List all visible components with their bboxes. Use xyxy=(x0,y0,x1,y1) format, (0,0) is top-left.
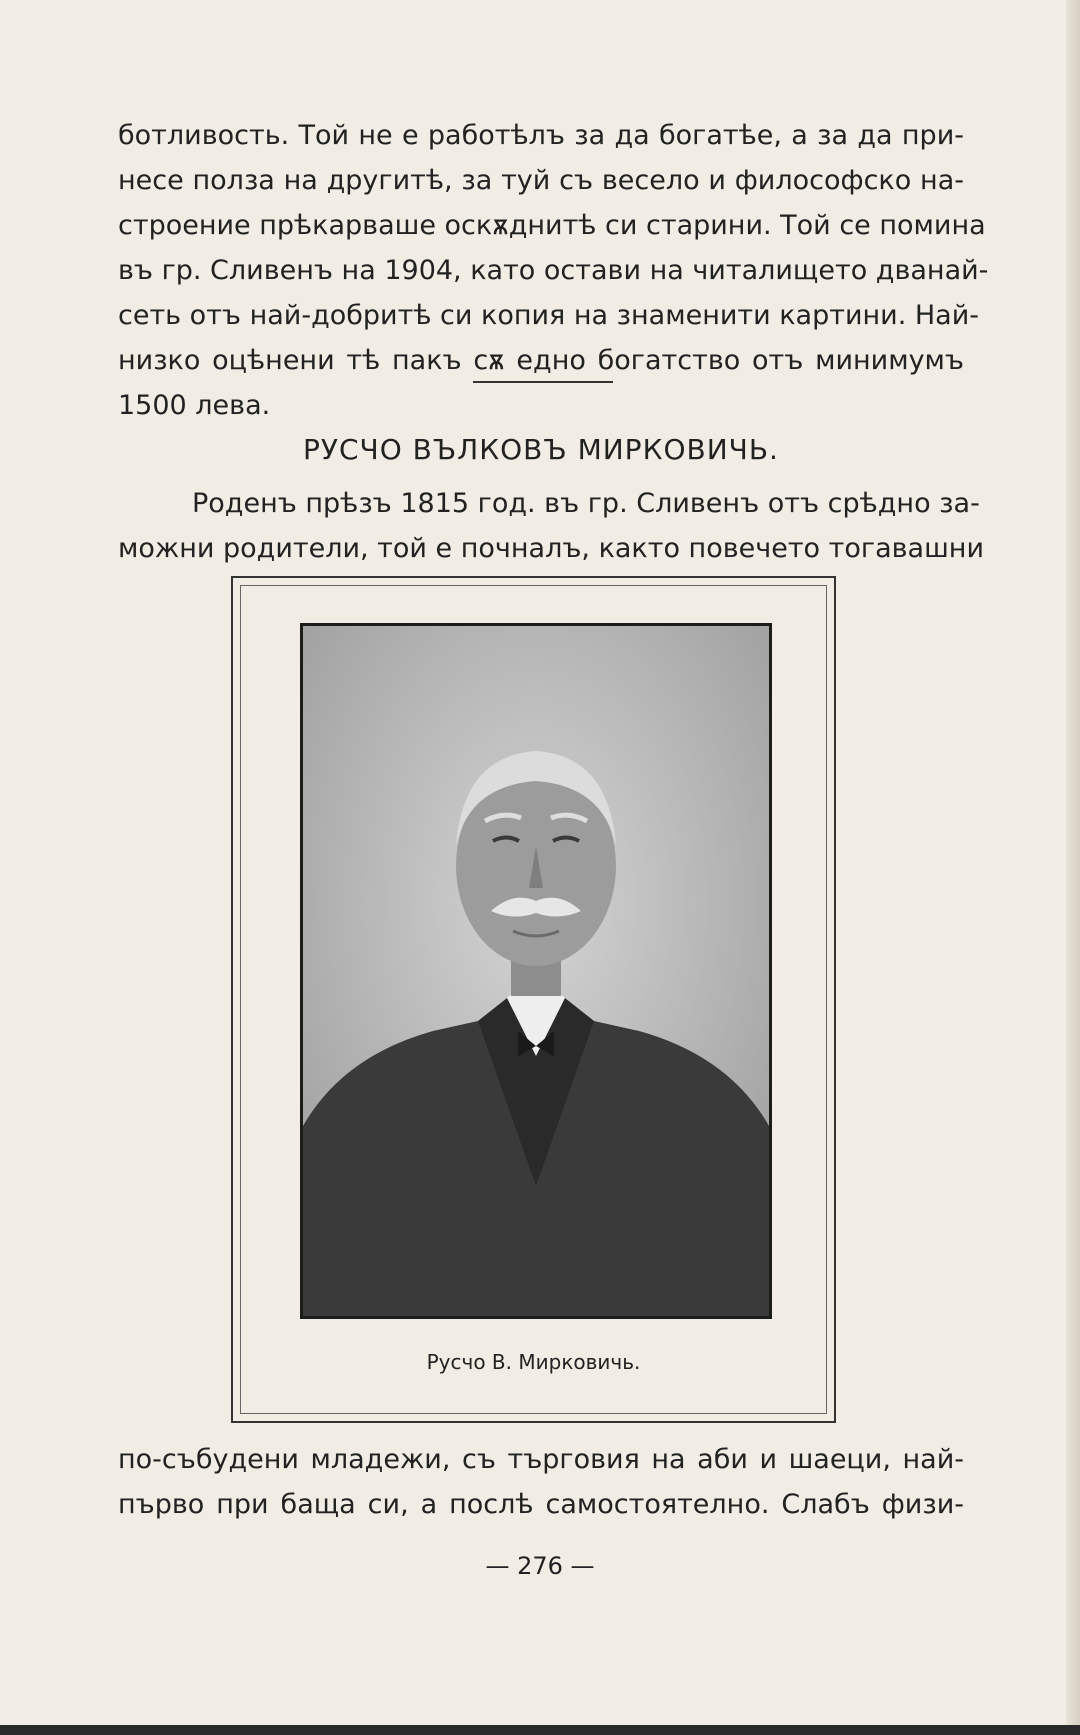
portrait-photo xyxy=(300,623,772,1319)
text-line: можни родители, той е почналъ, както повечето тогавашни xyxy=(118,533,984,564)
section-divider xyxy=(473,381,613,383)
text-line: първо при баща си, а послѣ самостоятелно. Слабъ физи- xyxy=(118,1489,964,1520)
text-line: Роденъ прѣзъ 1815 год. въ гр. Сливенъ отъ срѣдно за- xyxy=(192,488,980,519)
text-line: ботливость. Той не е работѣлъ за да богатѣе, а за да при- xyxy=(118,120,964,151)
photo-plate xyxy=(231,576,836,1423)
text-line: въ гр. Сливенъ на 1904, като остави на читалището дванай- xyxy=(118,255,989,286)
text-line: несе полза на другитѣ, за туй съ весело и философско на- xyxy=(118,165,964,196)
photo-caption: Русчо В. Мирковичь. xyxy=(426,1350,641,1374)
paragraph-2 xyxy=(118,481,984,571)
page-edge xyxy=(1066,0,1080,1735)
text-line: 1500 лева. xyxy=(118,390,271,421)
text-line: строение прѣкарваше оскѫднитѣ си старини. Той се помина xyxy=(118,210,986,241)
scan-bottom-edge xyxy=(0,1725,1080,1735)
text-line: низко оцѣнени тѣ пакъ сѫ едно богатство отъ минимумъ xyxy=(118,345,964,376)
portrait-illustration xyxy=(303,626,769,1316)
text-line: по-събудени младежи, съ търговия на аби и шаеци, най- xyxy=(118,1444,964,1475)
page-number: — 276 — xyxy=(485,1552,595,1580)
paragraph-3 xyxy=(118,1437,964,1527)
text-line: сеть отъ най-добритѣ си копия на знаменити картини. Най- xyxy=(118,300,980,331)
section-heading: РУСЧО ВЪЛКОВЪ МИРКОВИЧЬ. xyxy=(303,433,779,466)
